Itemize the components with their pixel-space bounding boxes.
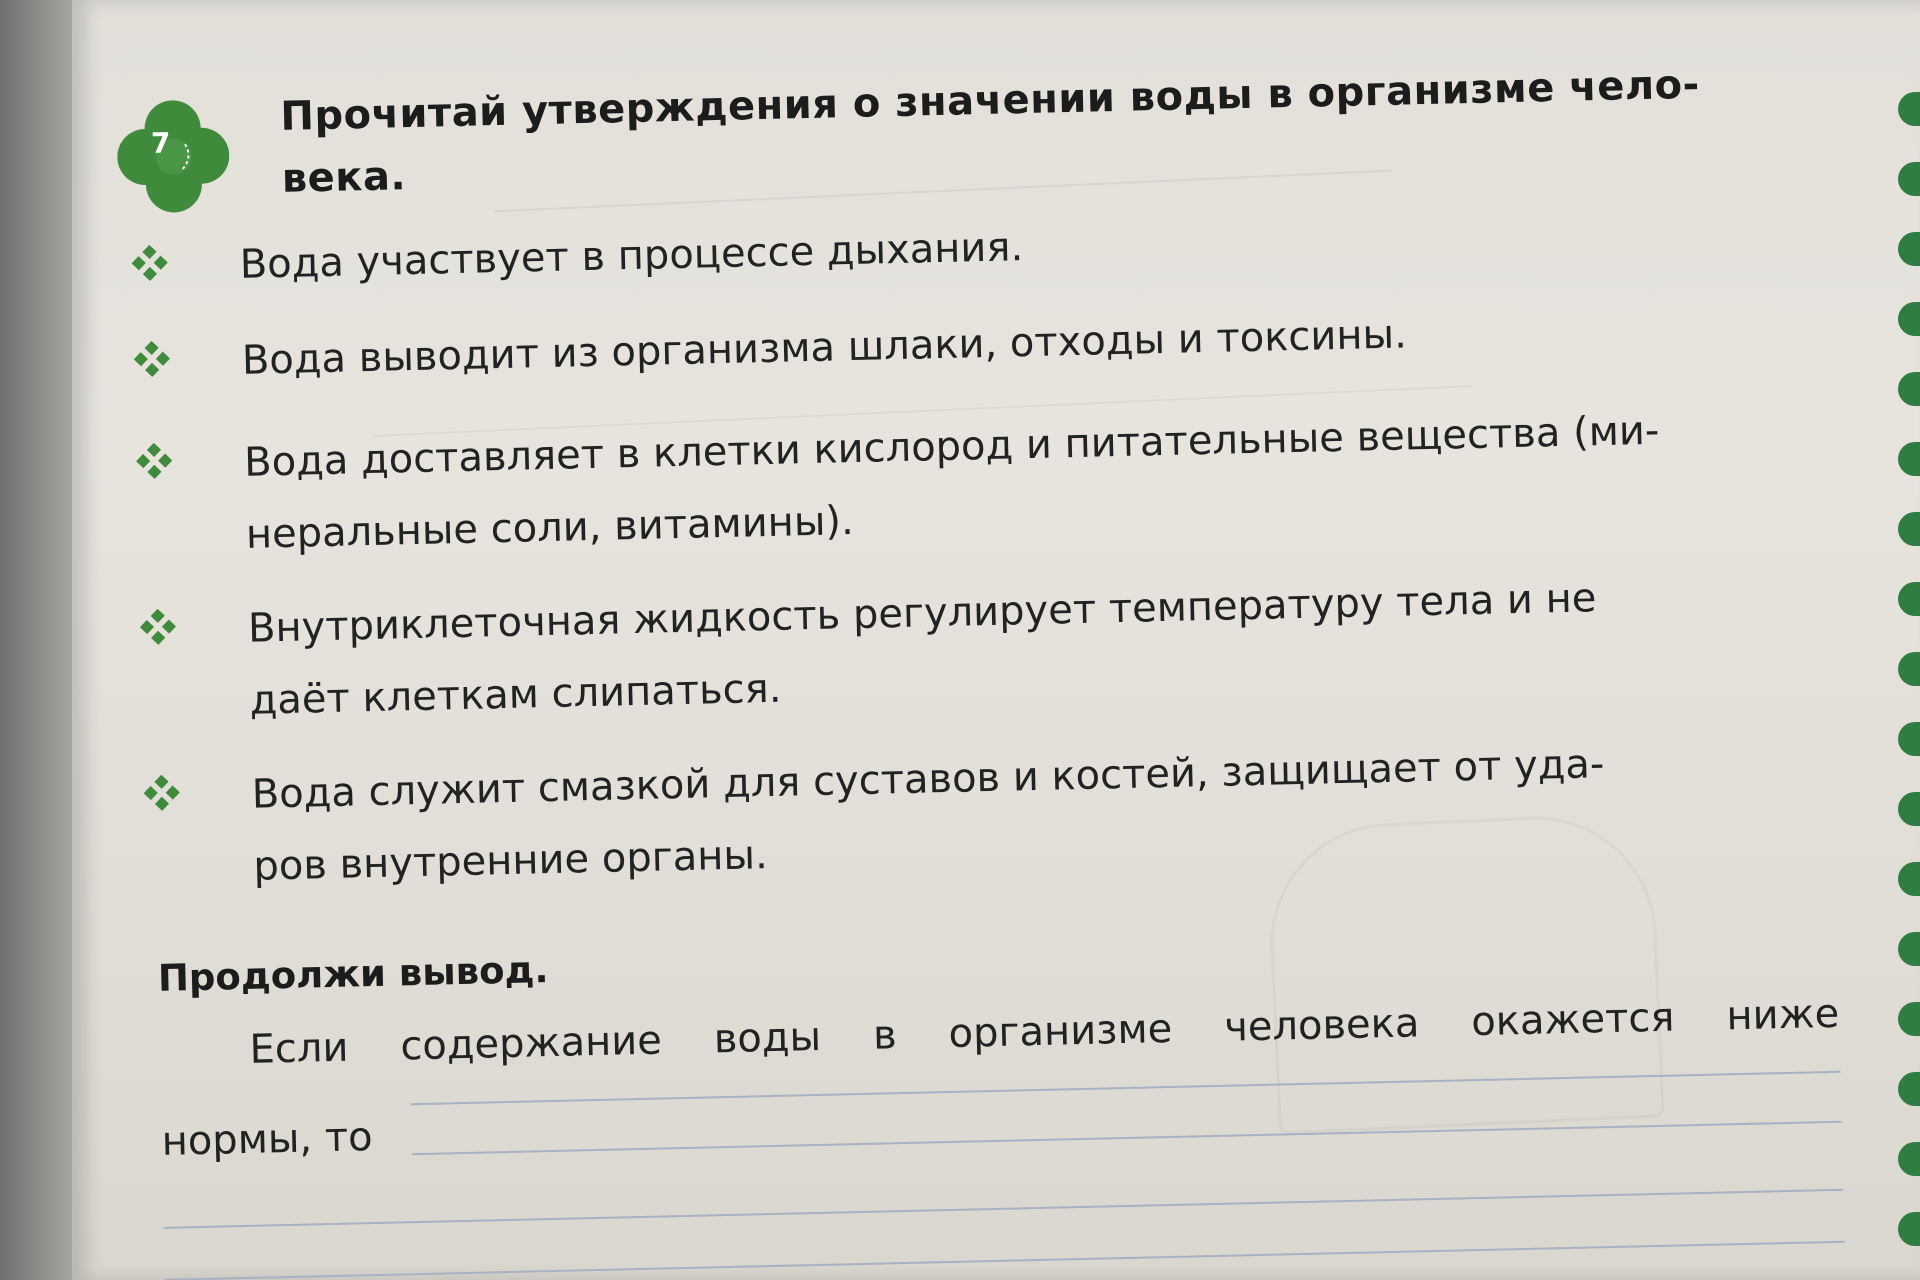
answer-line[interactable] <box>411 1071 1841 1105</box>
binder-ring <box>1898 1002 1920 1036</box>
binder-ring <box>1898 932 1920 966</box>
statement-text: Внутриклеточная жидкость регулирует температуру тела и не даёт клеткам слипаться. <box>247 575 1597 724</box>
statement-text: Вода служит смазкой для суставов и костей, защищает от уда- ров внутренние органы. <box>251 741 1605 890</box>
diamond-bullet-icon <box>136 442 173 479</box>
diamond-bullet-icon <box>143 774 180 811</box>
binder-ring <box>1898 1072 1920 1106</box>
diamond-bullet-icon <box>133 341 170 378</box>
clover-icon <box>116 97 231 216</box>
statement-item <box>135 391 1835 558</box>
diamond-bullet-icon <box>140 608 177 645</box>
statement-text: Вода участвует в процессе дыхания. <box>239 224 1024 288</box>
diamond-bullet-icon <box>131 245 168 282</box>
binder-ring <box>1898 792 1920 826</box>
exercise-title: Прочитай утверждения о значении воды в организме чело- века. <box>279 61 1701 202</box>
binder-ring <box>1898 1142 1920 1176</box>
exercise-badge <box>116 97 231 216</box>
binder-ring <box>1898 722 1920 756</box>
binder-ring <box>1898 862 1920 896</box>
conclusion-continuation: нормы, то <box>161 1114 374 1165</box>
statement-text: Вода выводит из организма шлаки, отходы и токсины. <box>241 311 1408 384</box>
binder-ring <box>1898 1212 1920 1246</box>
binder-ring <box>1898 302 1920 336</box>
binder-ring <box>1898 232 1920 266</box>
binder-ring <box>1898 652 1920 686</box>
binder-ring <box>1898 372 1920 406</box>
binder-ring <box>1898 442 1920 476</box>
statement-text: Вода доставляет в клетки кислород и питательные вещества (ми- неральные соли, витамины). <box>243 407 1660 558</box>
answer-line[interactable] <box>412 1121 1842 1155</box>
binder-ring <box>1898 162 1920 196</box>
exercise-number: 7 <box>150 126 171 160</box>
conclusion-title: Продолжи вывод. <box>157 948 549 1000</box>
binder-ring <box>1898 92 1920 126</box>
binder-ring <box>1898 512 1920 546</box>
binder-ring <box>1898 582 1920 616</box>
answer-line[interactable] <box>164 1189 1844 1229</box>
conclusion-lead: Если содержание воды в организме человека окажется ниже <box>249 990 1840 1073</box>
binder-rings <box>1894 0 1920 1280</box>
